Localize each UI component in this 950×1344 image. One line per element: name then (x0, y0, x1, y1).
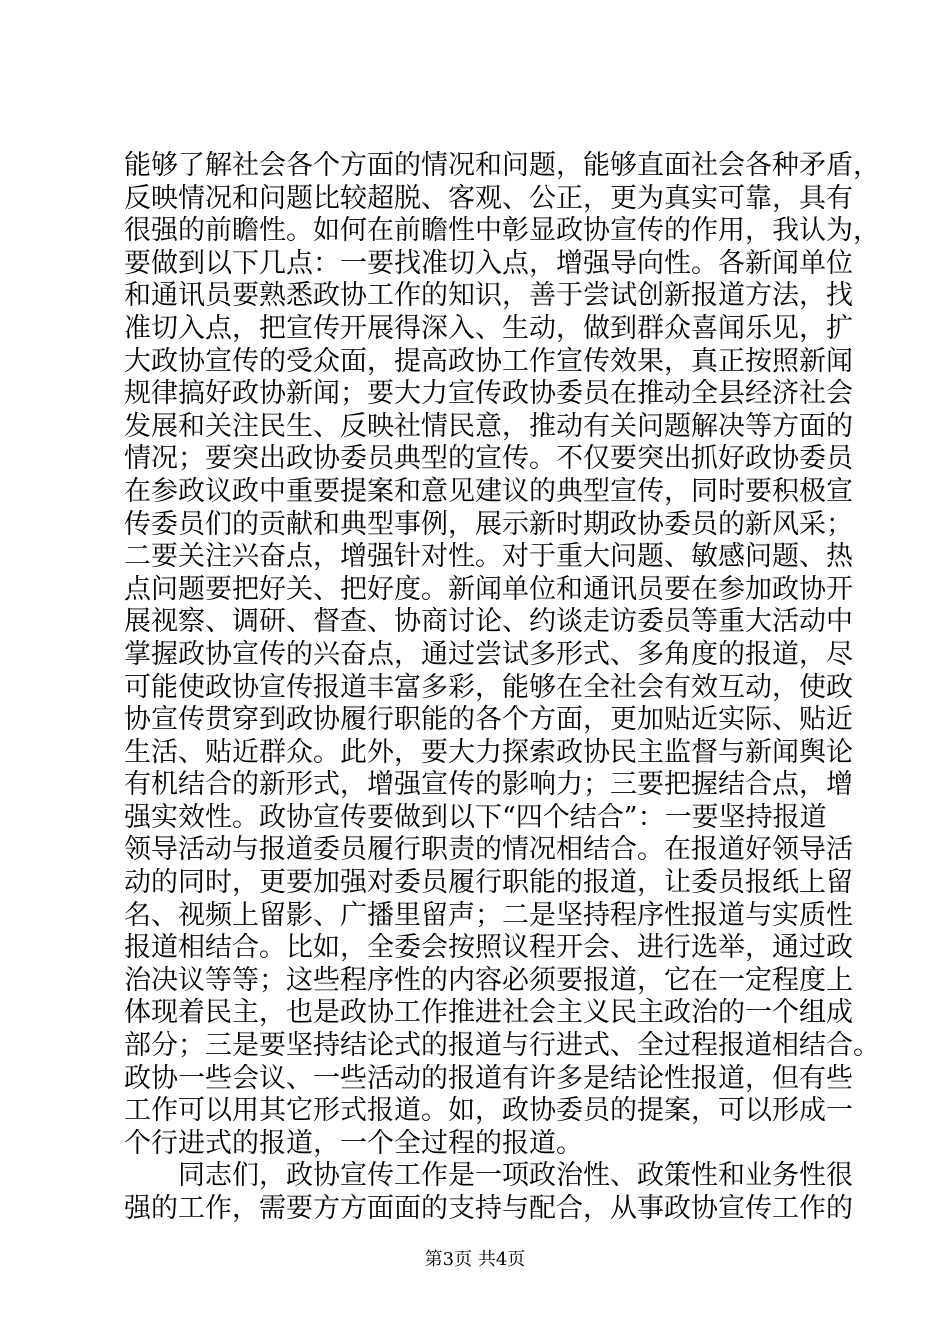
text-line: 准切入点，把宣传开展得深入、生动，做到群众喜闻乐见，扩 (124, 312, 853, 344)
paragraph-start-line: 同志们，政协宣传工作是一项政治性、政策性和业务性很 (178, 1160, 853, 1192)
text-line: 强实效性。政协宣传要做到以下“四个结合”：一要坚持报道 (124, 801, 827, 833)
page-number-footer: 第3页 共4页 (424, 1249, 526, 1270)
text-line: 能够了解社会各个方面的情况和问题，能够直面社会各种矛盾， (124, 150, 880, 181)
text-line: 有机结合的新形式，增强宣传的影响力；三要把握结合点，增 (124, 769, 853, 801)
text-line: 个行进式的报道，一个全过程的报道。 (124, 1127, 583, 1159)
text-line: 很强的前瞻性。如何在前瞻性中彰显政协宣传的作用，我认为， (124, 215, 880, 247)
text-line: 报道相结合。比如，全委会按照议程开会、进行选举，通过政 (124, 932, 853, 964)
text-line: 领导活动与报道委员履行职责的情况相结合。在报道好领导活 (124, 834, 853, 866)
text-line: 掌握政协宣传的兴奋点，通过尝试多形式、多角度的报道，尽 (124, 638, 853, 670)
text-line: 在参政议政中重要提案和意见建议的典型宣传，同时要积极宣 (124, 475, 853, 507)
text-line: 传委员们的贡献和典型事例，展示新时期政协委员的新风采； (124, 508, 853, 540)
body-text (124, 150, 880, 1226)
text-line: 生活、贴近群众。此外，要大力探索政协民主监督与新闻舆论 (124, 736, 853, 768)
text-line: 名、视频上留影、广播里留声；二是坚持程序性报道与实质性 (124, 899, 853, 931)
text-line: 工作可以用其它形式报道。如，政协委员的提案，可以形成一 (124, 1095, 853, 1127)
text-line: 要做到以下几点：一要找准切入点，增强导向性。各新闻单位 (124, 247, 853, 279)
text-line: 部分；三是要坚持结论式的报道与行进式、全过程报道相结合。 (124, 1030, 880, 1062)
text-line: 和通讯员要熟悉政协工作的知识，善于尝试创新报道方法，找 (124, 280, 853, 312)
text-line: 协宣传贯穿到政协履行职能的各个方面，更加贴近实际、贴近 (124, 704, 853, 736)
text-line: 发展和关注民生、反映社情民意，推动有关问题解决等方面的 (124, 410, 853, 442)
text-line: 动的同时，更要加强对委员履行职能的报道，让委员报纸上留 (124, 867, 853, 899)
text-line: 大政协宣传的受众面，提高政协工作宣传效果，真正按照新闻 (124, 345, 853, 377)
text-line: 规律搞好政协新闻；要大力宣传政协委员在推动全县经济社会 (124, 378, 853, 410)
text-line: 展视察、调研、督查、协商讨论、约谈走访委员等重大活动中 (124, 606, 853, 638)
text-line: 可能使政协宣传报道丰富多彩，能够在全社会有效互动，使政 (124, 671, 853, 703)
text-line: 二要关注兴奋点，增强针对性。对于重大问题、敏感问题、热 (124, 541, 853, 573)
text-line: 治决议等等；这些程序性的内容必须要报道，它在一定程度上 (124, 964, 853, 996)
text-line: 反映情况和问题比较超脱、客观、公正，更为真实可靠，具有 (124, 182, 853, 214)
text-line: 体现着民主，也是政协工作推进社会主义民主政治的一个组成 (124, 997, 853, 1029)
text-line: 点问题要把好关、把好度。新闻单位和通讯员要在参加政协开 (124, 573, 853, 605)
text-line: 情况；要突出政协委员典型的宣传。不仅要突出抓好政协委员 (124, 443, 853, 475)
text-line: 强的工作，需要方方面面的支持与配合，从事政协宣传工作的 (124, 1193, 853, 1224)
text-line: 政协一些会议、一些活动的报道有许多是结论性报道，但有些 (124, 1062, 853, 1094)
